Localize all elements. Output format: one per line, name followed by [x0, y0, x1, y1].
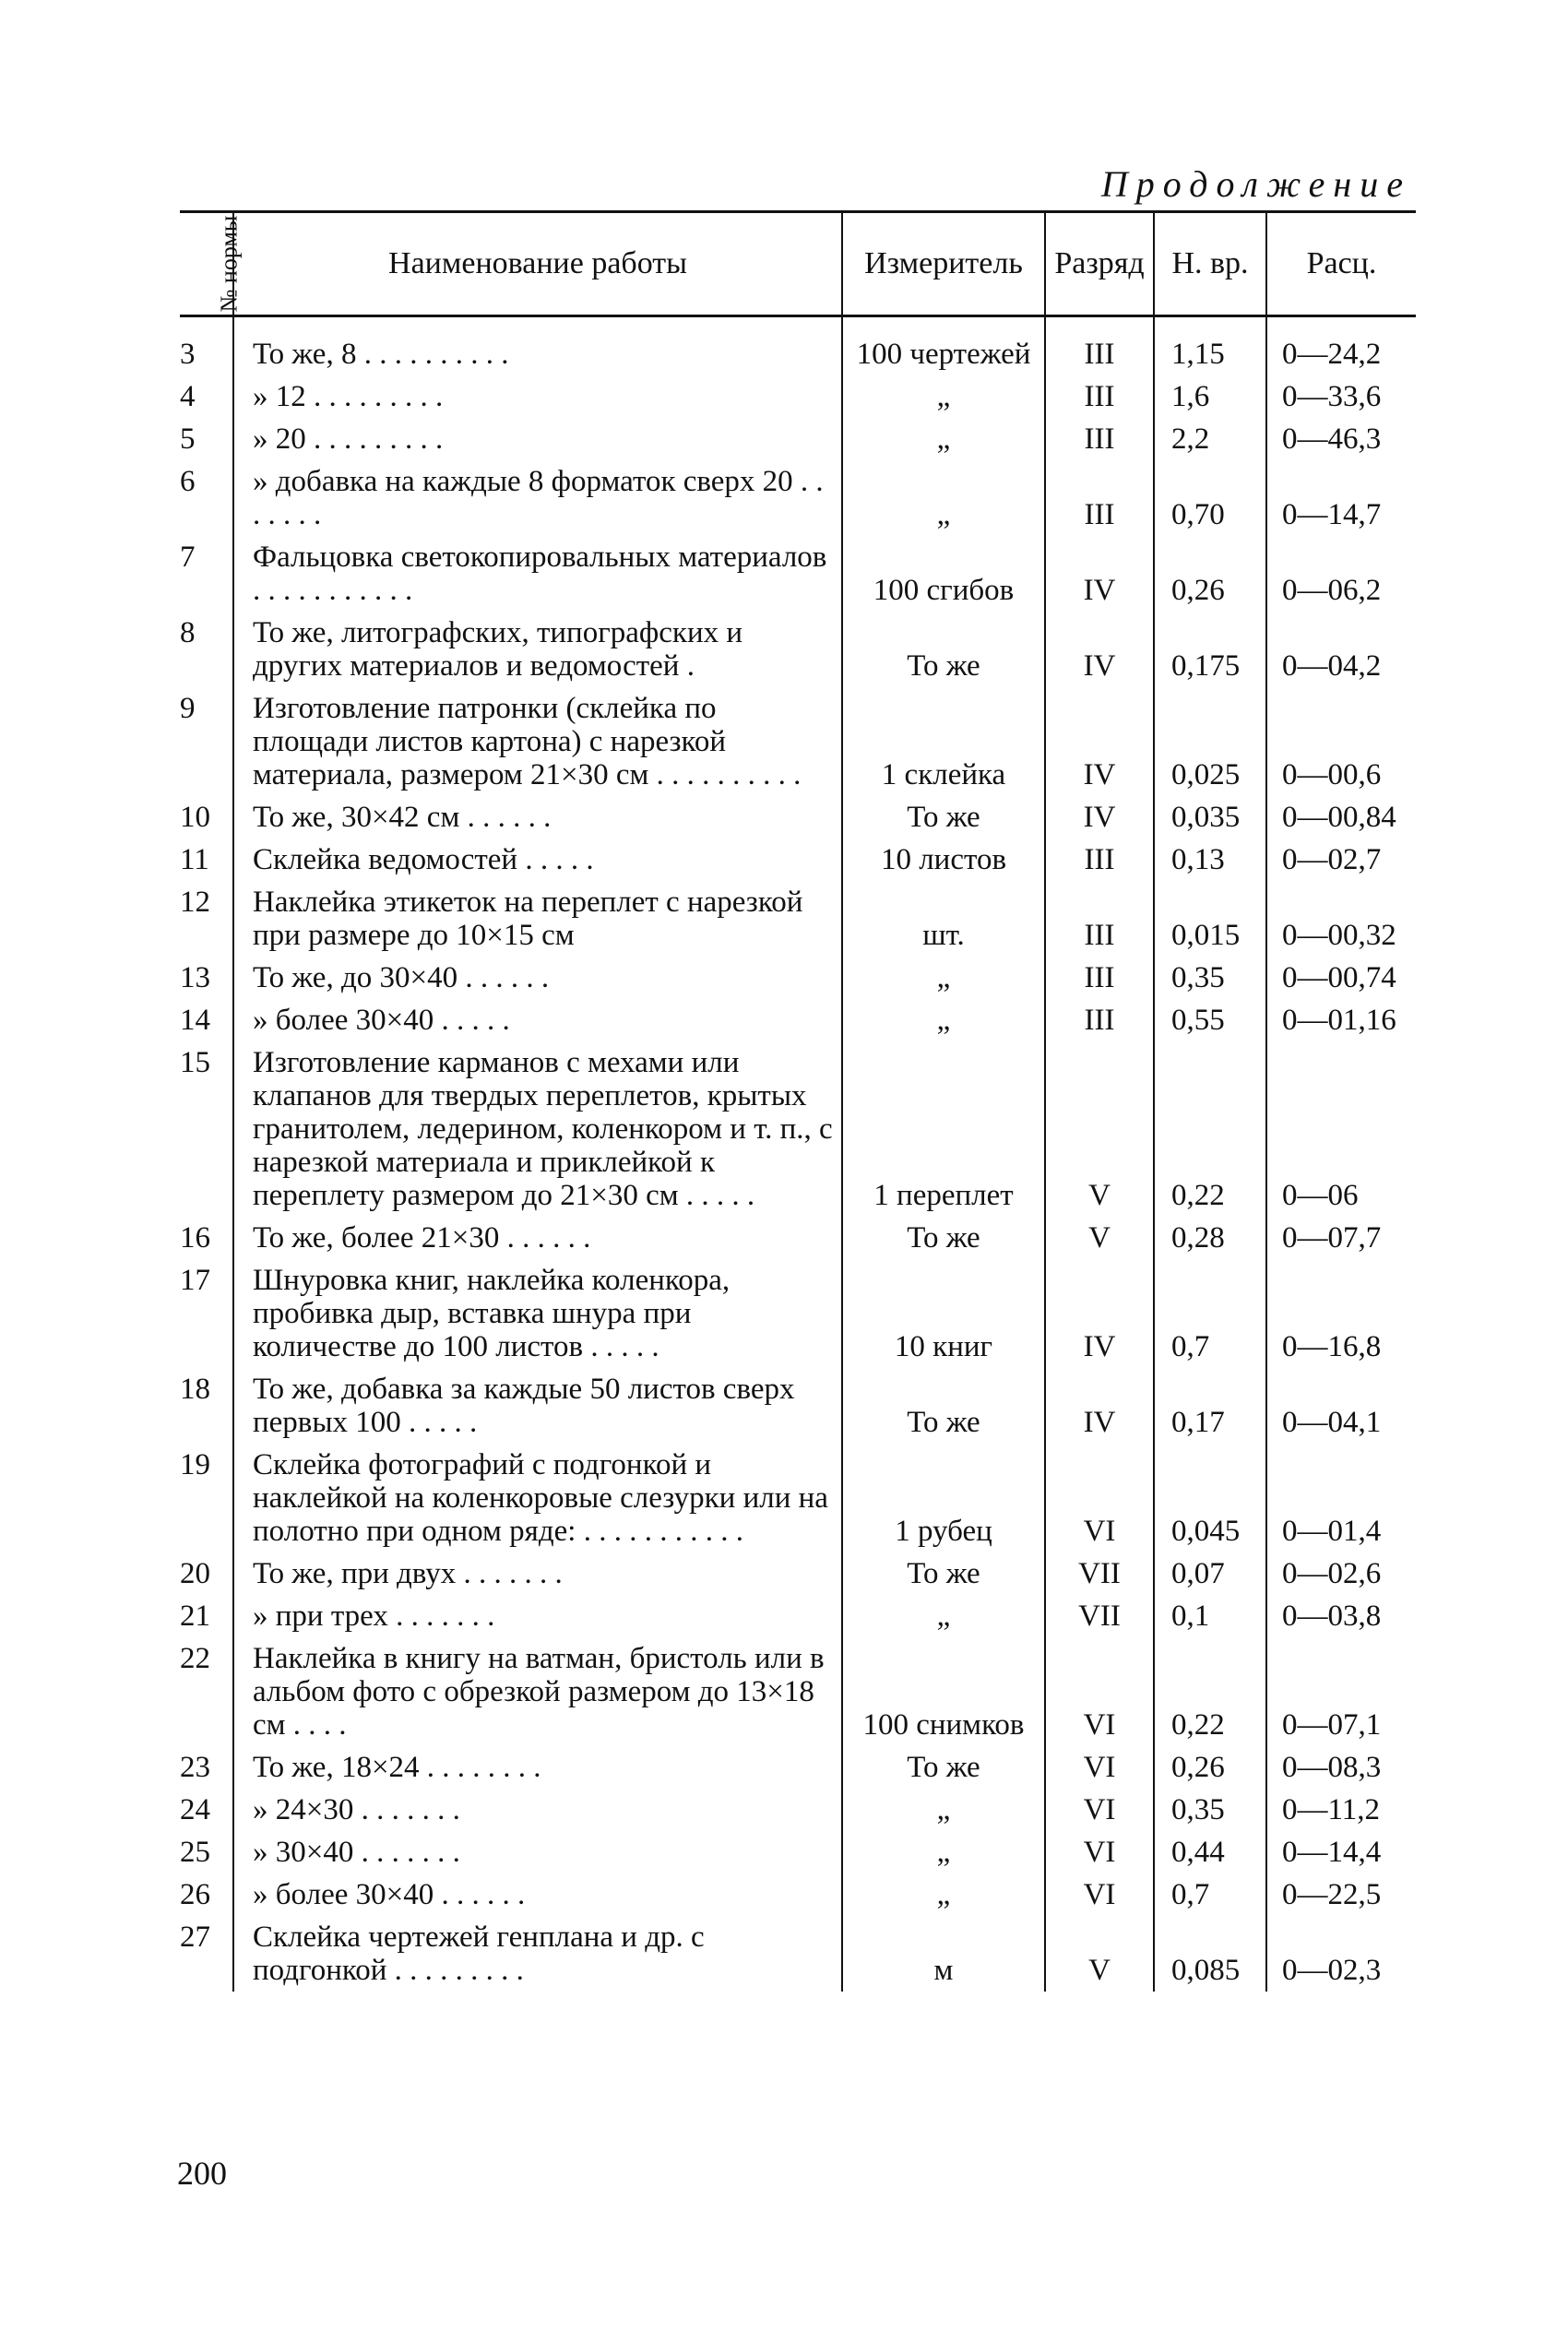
row-number: 17 — [180, 1264, 210, 1297]
row-grade: V — [1045, 1217, 1154, 1259]
column-header-unit: Измеритель — [842, 212, 1045, 316]
table-row — [180, 1217, 1416, 1259]
row-unit: То же — [842, 796, 1045, 838]
row-grade: III — [1045, 999, 1154, 1041]
column-header-grade: Разряд — [1045, 212, 1154, 316]
row-number: 27 — [180, 1921, 210, 1954]
row-unit: То же — [842, 612, 1045, 687]
row-norm-time: 0,7 — [1154, 1873, 1266, 1916]
row-rate: 0—02,3 — [1266, 1916, 1416, 1992]
row-rate: 0—01,4 — [1266, 1444, 1416, 1552]
row-number: 10 — [180, 801, 210, 834]
row-rate: 0—03,8 — [1266, 1595, 1416, 1637]
table-row — [180, 1552, 1416, 1595]
row-unit: „ — [842, 418, 1045, 460]
row-unit: шт. — [842, 881, 1045, 957]
row-number: 18 — [180, 1373, 210, 1406]
row-grade: VI — [1045, 1746, 1154, 1789]
row-grade: IV — [1045, 536, 1154, 612]
row-number: 21 — [180, 1600, 210, 1633]
row-number: 12 — [180, 886, 210, 919]
row-rate: 0—46,3 — [1266, 418, 1416, 460]
row-rate: 0—07,1 — [1266, 1637, 1416, 1746]
table-row — [180, 1637, 1416, 1746]
row-norm-time: 0,015 — [1154, 881, 1266, 957]
row-number: 22 — [180, 1642, 210, 1675]
row-rate: 0—14,4 — [1266, 1831, 1416, 1873]
table-row — [180, 687, 1416, 796]
row-number: 25 — [180, 1836, 210, 1869]
row-grade: IV — [1045, 796, 1154, 838]
table-row — [180, 1259, 1416, 1368]
row-unit: 100 сгибов — [842, 536, 1045, 612]
row-number: 11 — [180, 843, 209, 876]
row-unit: м — [842, 1916, 1045, 1992]
row-number: 5 — [180, 422, 196, 456]
row-number: 8 — [180, 616, 196, 649]
row-work-name: Наклейка этикеток на переплет с нарезкой при размере до 10×15 см — [233, 881, 842, 957]
row-norm-time: 0,28 — [1154, 1217, 1266, 1259]
row-work-name: То же, 18×24 . . . . . . . . — [233, 1746, 842, 1789]
row-grade: V — [1045, 1041, 1154, 1217]
table-row — [180, 1041, 1416, 1217]
row-number: 9 — [180, 692, 196, 725]
row-rate: 0—16,8 — [1266, 1259, 1416, 1368]
row-grade: VI — [1045, 1789, 1154, 1831]
row-work-name: » 24×30 . . . . . . . — [233, 1789, 842, 1831]
row-work-name: » 30×40 . . . . . . . — [233, 1831, 842, 1873]
table-row — [180, 1368, 1416, 1444]
row-rate: 0—00,32 — [1266, 881, 1416, 957]
row-rate: 0—02,6 — [1266, 1552, 1416, 1595]
row-grade: IV — [1045, 1259, 1154, 1368]
table-row — [180, 1746, 1416, 1789]
row-work-name: » 12 . . . . . . . . . — [233, 375, 842, 418]
row-work-name: То же, 8 . . . . . . . . . . — [233, 316, 842, 376]
row-grade: III — [1045, 316, 1154, 376]
row-unit: 1 склейка — [842, 687, 1045, 796]
row-norm-time: 1,6 — [1154, 375, 1266, 418]
row-work-name: То же, 30×42 см . . . . . . — [233, 796, 842, 838]
row-norm-time: 0,085 — [1154, 1916, 1266, 1992]
column-header-rate: Расц. — [1266, 212, 1416, 316]
row-unit: „ — [842, 375, 1045, 418]
row-norm-time: 0,045 — [1154, 1444, 1266, 1552]
row-grade: VII — [1045, 1595, 1154, 1637]
row-number: 15 — [180, 1046, 210, 1079]
row-grade: IV — [1045, 612, 1154, 687]
row-number: 23 — [180, 1751, 210, 1784]
row-grade: VII — [1045, 1552, 1154, 1595]
row-norm-time: 0,35 — [1154, 957, 1266, 999]
table-row — [180, 1873, 1416, 1916]
row-unit: То же — [842, 1552, 1045, 1595]
row-norm-time: 0,22 — [1154, 1041, 1266, 1217]
row-norm-time: 1,15 — [1154, 316, 1266, 376]
row-unit: 1 переплет — [842, 1041, 1045, 1217]
row-number: 7 — [180, 541, 196, 574]
row-norm-time: 0,26 — [1154, 536, 1266, 612]
row-work-name: » 20 . . . . . . . . . — [233, 418, 842, 460]
table-row — [180, 796, 1416, 838]
row-norm-time: 0,025 — [1154, 687, 1266, 796]
row-grade: VI — [1045, 1444, 1154, 1552]
column-header-name: Наименование работы — [233, 212, 842, 316]
row-number: 14 — [180, 1004, 210, 1037]
row-work-name: » более 30×40 . . . . . — [233, 999, 842, 1041]
row-number: 16 — [180, 1221, 210, 1255]
row-rate: 0—04,1 — [1266, 1368, 1416, 1444]
row-rate: 0—33,6 — [1266, 375, 1416, 418]
row-grade: IV — [1045, 687, 1154, 796]
row-unit: 100 чертежей — [842, 316, 1045, 376]
row-rate: 0—22,5 — [1266, 1873, 1416, 1916]
row-grade: VI — [1045, 1637, 1154, 1746]
row-grade: III — [1045, 375, 1154, 418]
row-number: 6 — [180, 465, 196, 498]
row-rate: 0—04,2 — [1266, 612, 1416, 687]
row-norm-time: 0,70 — [1154, 460, 1266, 536]
row-rate: 0—01,16 — [1266, 999, 1416, 1041]
row-rate: 0—07,7 — [1266, 1217, 1416, 1259]
row-work-name: Изготовление патронки (склейка по площади листов картона) с нарезкой материала, размером 21×30 см . . . . . . . . . . — [233, 687, 842, 796]
row-rate: 0—00,74 — [1266, 957, 1416, 999]
row-norm-time: 0,17 — [1154, 1368, 1266, 1444]
row-work-name: Шнуровка книг, наклейка коленкора, пробивка дыр, вставка шнура при количестве до 100 листов . . . . . — [233, 1259, 842, 1368]
row-norm-time: 0,13 — [1154, 838, 1266, 881]
row-unit: „ — [842, 460, 1045, 536]
row-norm-time: 2,2 — [1154, 418, 1266, 460]
row-unit: То же — [842, 1746, 1045, 1789]
row-norm-time: 0,22 — [1154, 1637, 1266, 1746]
row-work-name: » добавка на каждые 8 форматок сверх 20 . . . . . . . — [233, 460, 842, 536]
table-row — [180, 881, 1416, 957]
row-rate: 0—00,84 — [1266, 796, 1416, 838]
row-rate: 0—14,7 — [1266, 460, 1416, 536]
row-work-name: Склейка ведомостей . . . . . — [233, 838, 842, 881]
row-unit: То же — [842, 1217, 1045, 1259]
row-work-name: Изготовление карманов с мехами или клапанов для твердых переплетов, крытых гранитолем, ледерином, коленкором и т. п., с нарезкой материала и приклейкой к переплету размером до 21×30 см . . . . . — [233, 1041, 842, 1217]
row-work-name: » более 30×40 . . . . . . — [233, 1873, 842, 1916]
table-row — [180, 375, 1416, 418]
table-row — [180, 1444, 1416, 1552]
table-row — [180, 1916, 1416, 1992]
row-number: 20 — [180, 1557, 210, 1590]
row-number: 19 — [180, 1448, 210, 1481]
row-norm-time: 0,35 — [1154, 1789, 1266, 1831]
table-row — [180, 536, 1416, 612]
row-unit: „ — [842, 1789, 1045, 1831]
row-work-name: То же, более 21×30 . . . . . . — [233, 1217, 842, 1259]
row-rate: 0—00,6 — [1266, 687, 1416, 796]
table-row — [180, 418, 1416, 460]
row-grade: III — [1045, 418, 1154, 460]
row-unit: „ — [842, 1831, 1045, 1873]
norms-table — [180, 210, 1416, 1992]
row-grade: III — [1045, 957, 1154, 999]
row-work-name: Склейка фотографий с подгонкой и наклейкой на коленкоровые слезурки или на полотно при одном ряде: . . . . . . . . . . . — [233, 1444, 842, 1552]
row-rate: 0—06 — [1266, 1041, 1416, 1217]
row-work-name: То же, при двух . . . . . . . — [233, 1552, 842, 1595]
row-number: 13 — [180, 961, 210, 994]
row-work-name: » при трех . . . . . . . — [233, 1595, 842, 1637]
row-grade: IV — [1045, 1368, 1154, 1444]
row-unit: „ — [842, 999, 1045, 1041]
row-number: 26 — [180, 1878, 210, 1911]
row-unit: „ — [842, 1873, 1045, 1916]
row-rate: 0—02,7 — [1266, 838, 1416, 881]
row-grade: III — [1045, 460, 1154, 536]
row-work-name: То же, до 30×40 . . . . . . — [233, 957, 842, 999]
row-norm-time: 0,035 — [1154, 796, 1266, 838]
table-row — [180, 999, 1416, 1041]
table-row — [180, 1831, 1416, 1873]
row-unit: „ — [842, 1595, 1045, 1637]
row-grade: III — [1045, 881, 1154, 957]
row-rate: 0—11,2 — [1266, 1789, 1416, 1831]
row-norm-time: 0,26 — [1154, 1746, 1266, 1789]
row-norm-time: 0,07 — [1154, 1552, 1266, 1595]
row-unit: 10 листов — [842, 838, 1045, 881]
row-rate: 0—06,2 — [1266, 536, 1416, 612]
row-unit: 10 книг — [842, 1259, 1045, 1368]
row-number: 3 — [180, 338, 196, 371]
row-unit: То же — [842, 1368, 1045, 1444]
row-work-name: То же, литографских, типографских и других материалов и ведомостей . — [233, 612, 842, 687]
row-rate: 0—08,3 — [1266, 1746, 1416, 1789]
row-grade: VI — [1045, 1831, 1154, 1873]
row-grade: III — [1045, 838, 1154, 881]
column-header-norm-time: Н. вр. — [1154, 212, 1266, 316]
table-row — [180, 1789, 1416, 1831]
row-norm-time: 0,44 — [1154, 1831, 1266, 1873]
row-norm-time: 0,1 — [1154, 1595, 1266, 1637]
row-work-name: То же, добавка за каждые 50 листов сверх первых 100 . . . . . — [233, 1368, 842, 1444]
page-number: 200 — [177, 2155, 227, 2192]
row-norm-time: 0,55 — [1154, 999, 1266, 1041]
row-unit: „ — [842, 957, 1045, 999]
table-row — [180, 316, 1416, 376]
row-rate: 0—24,2 — [1266, 316, 1416, 376]
table-row — [180, 838, 1416, 881]
row-grade: V — [1045, 1916, 1154, 1992]
row-number: 24 — [180, 1793, 210, 1826]
row-work-name: Фальцовка светокопировальных материалов . . . . . . . . . . . — [233, 536, 842, 612]
row-norm-time: 0,175 — [1154, 612, 1266, 687]
row-grade: VI — [1045, 1873, 1154, 1916]
table-row — [180, 957, 1416, 999]
table-row — [180, 612, 1416, 687]
row-unit: 1 рубец — [842, 1444, 1045, 1552]
column-header-number: № нормы — [180, 212, 233, 316]
continuation-label: Продолжение — [1100, 163, 1411, 205]
row-number: 4 — [180, 380, 196, 413]
table-row — [180, 460, 1416, 536]
row-work-name: Наклейка в книгу на ватман, бристоль или в альбом фото с обрезкой размером до 13×18 см . . . . — [233, 1637, 842, 1746]
row-unit: 100 снимков — [842, 1637, 1045, 1746]
row-work-name: Склейка чертежей генплана и др. с подгонкой . . . . . . . . . — [233, 1916, 842, 1992]
row-norm-time: 0,7 — [1154, 1259, 1266, 1368]
table-row — [180, 1595, 1416, 1637]
table-header-row — [180, 212, 1416, 316]
